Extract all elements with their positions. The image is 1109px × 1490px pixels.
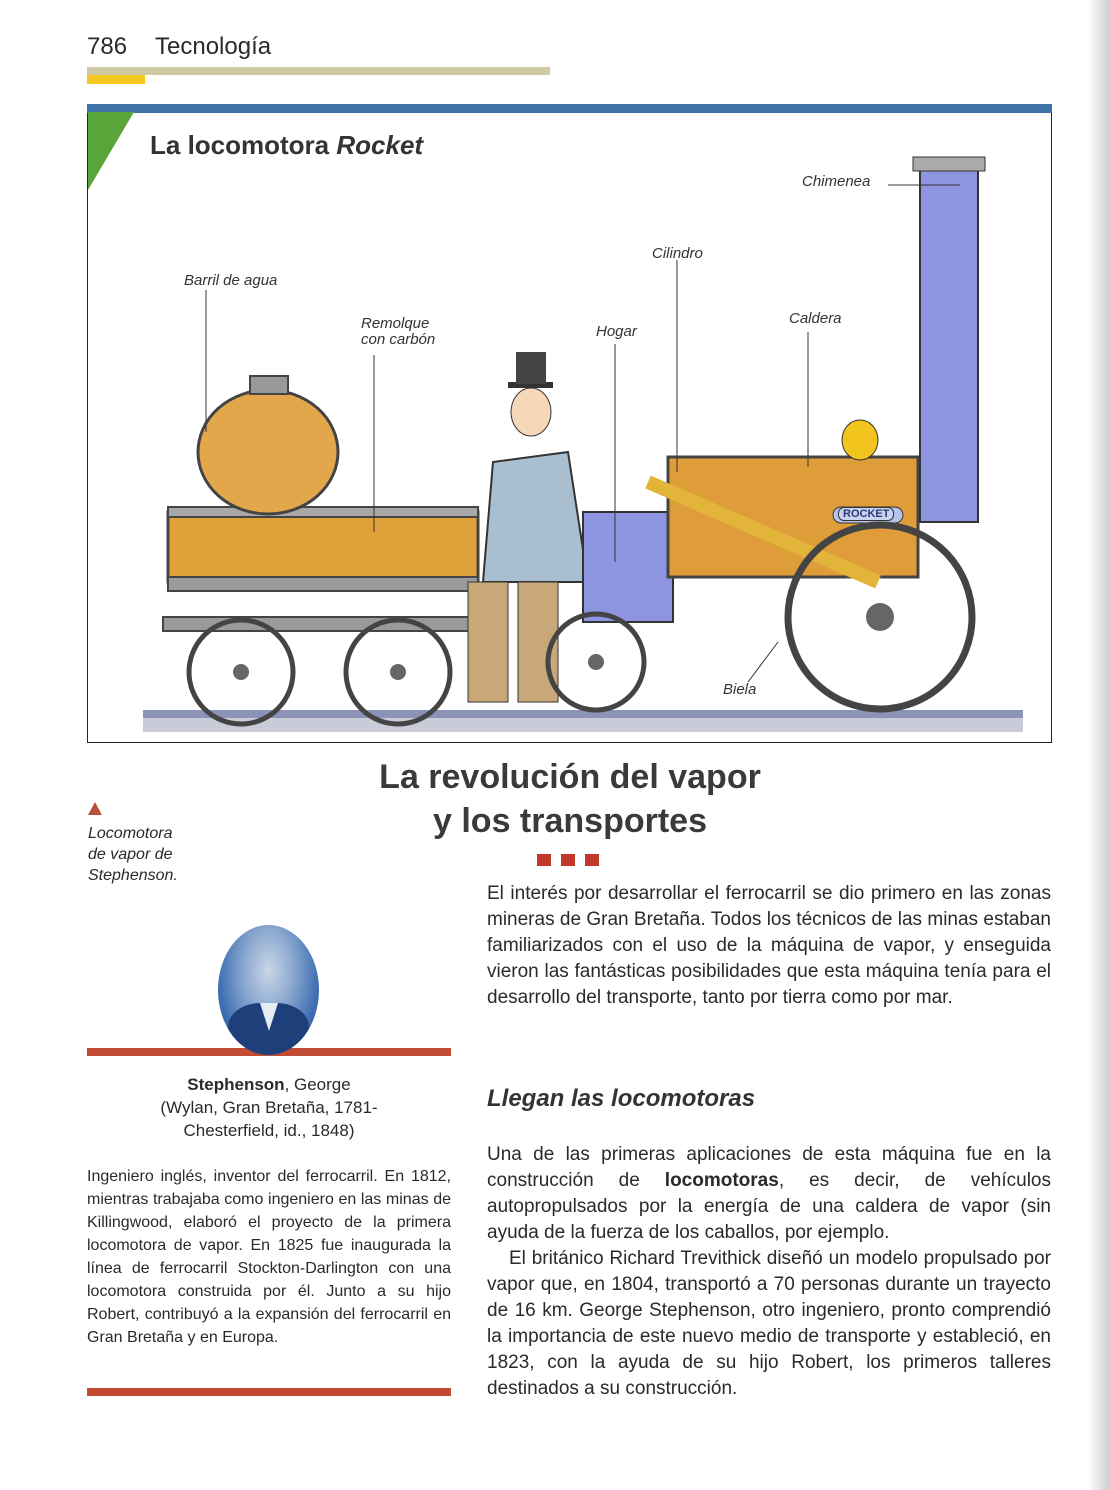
stephenson-figure	[468, 352, 588, 702]
ornament-square	[585, 854, 599, 866]
scan-edge	[1087, 0, 1109, 1490]
label-cilindro: Cilindro	[652, 245, 703, 262]
coal-wagon	[163, 376, 483, 724]
track-bed	[143, 718, 1023, 732]
body-text	[487, 1142, 1051, 1402]
paragraph: El británico Richard Trevithick diseñó un modelo propulsado por vapor que, en 1804, transportó a 70 personas durante un trayecto de 16 km. George Stephenson, otro ingeniero, pronto comprendió la importancia de este nuevo medio de transporte y estableció, en 1823, con la ayuda de su hijo Robert, los primeros talleres destinados a su construcción.	[487, 1248, 1051, 1399]
page-number: 786	[87, 33, 128, 60]
caption-line: Locomotora	[88, 825, 173, 842]
ornament-square	[537, 854, 551, 866]
locomotive-illustration	[88, 112, 1050, 742]
green-corner	[88, 112, 134, 190]
figure-title	[150, 130, 423, 161]
bio-name	[87, 1073, 451, 1142]
caption-triangle-icon	[88, 802, 102, 815]
figure-caption	[88, 823, 178, 886]
label-remolque-2: con carbón	[361, 331, 436, 348]
bio-text: Ingeniero inglés, inventor del ferrocarril. En 1812, mientras trabajaba como ingeniero en las minas de Killingwood, elaboró el proyecto de la primera locomotora de vapor. En 1825 fue inaugurada la línea de ferrocarril Stockton-Darlington con una locomotora construida por él. Junto a su hijo Robert, contribuyó a la expansión del ferrocarril en Gran Bretaña y en Europa.	[87, 1168, 451, 1346]
header-rule	[87, 67, 550, 75]
caption-line: Stephenson.	[88, 867, 178, 884]
bold-term: locomotoras	[664, 1170, 779, 1191]
header-accent	[87, 75, 145, 84]
stephenson-portrait	[218, 925, 319, 1055]
bio-given-name: , George	[284, 1075, 351, 1094]
ornament-square	[561, 854, 575, 866]
bio-surname: Stephenson	[187, 1075, 285, 1094]
section-heading: Llegan las locomotoras	[487, 1085, 756, 1112]
label-remolque-1: Remolque	[361, 315, 430, 332]
caption-line: de vapor de	[88, 846, 173, 863]
page-title	[300, 755, 840, 843]
rocket-plate: ROCKET	[838, 507, 894, 521]
paragraph	[487, 1142, 1051, 1246]
bio-death: Chesterfield, id., 1848)	[183, 1121, 355, 1140]
label-biela: Biela	[723, 681, 757, 698]
label-hogar: Hogar	[596, 323, 637, 340]
text-run: Una de las primeras aplicaciones de esta máquina fue en la construcción de	[487, 1144, 1051, 1191]
section-title: Tecnología	[155, 33, 272, 60]
title-line-2: y los transportes	[433, 802, 707, 840]
title-line-1: La revolución del vapor	[379, 758, 761, 796]
label-barril: Barril de agua	[184, 272, 278, 289]
bio-birth: (Wylan, Gran Bretaña, 1781-	[160, 1098, 378, 1117]
rocket-engine	[548, 157, 985, 710]
text-run: , es decir, de vehículos autopropulsados por la energía de una caldera de vapor (sin ayuda de la fuerza de los caballos, por ejemplo.	[487, 1170, 1051, 1243]
label-chimenea: Chimenea	[802, 173, 871, 190]
label-caldera: Caldera	[789, 310, 842, 327]
intro-paragraph: El interés por desarrollar el ferrocarril se dio primero en las zonas mineras de Gran Bretaña. Todos los técnicos de las minas estaban familiarizados con el uso de la máquina de vapor, y enseguida vieron las fantásticas posibilidades que esta máquina tenía para el desarrollo del transporte, tanto por tierra como por mar.	[487, 883, 1051, 1008]
figure-title-emphasis: Rocket	[336, 130, 424, 160]
label-remolque	[361, 316, 435, 348]
bio-bottom-rule	[87, 1388, 451, 1396]
figure-title-text: La locomotora	[150, 130, 337, 160]
